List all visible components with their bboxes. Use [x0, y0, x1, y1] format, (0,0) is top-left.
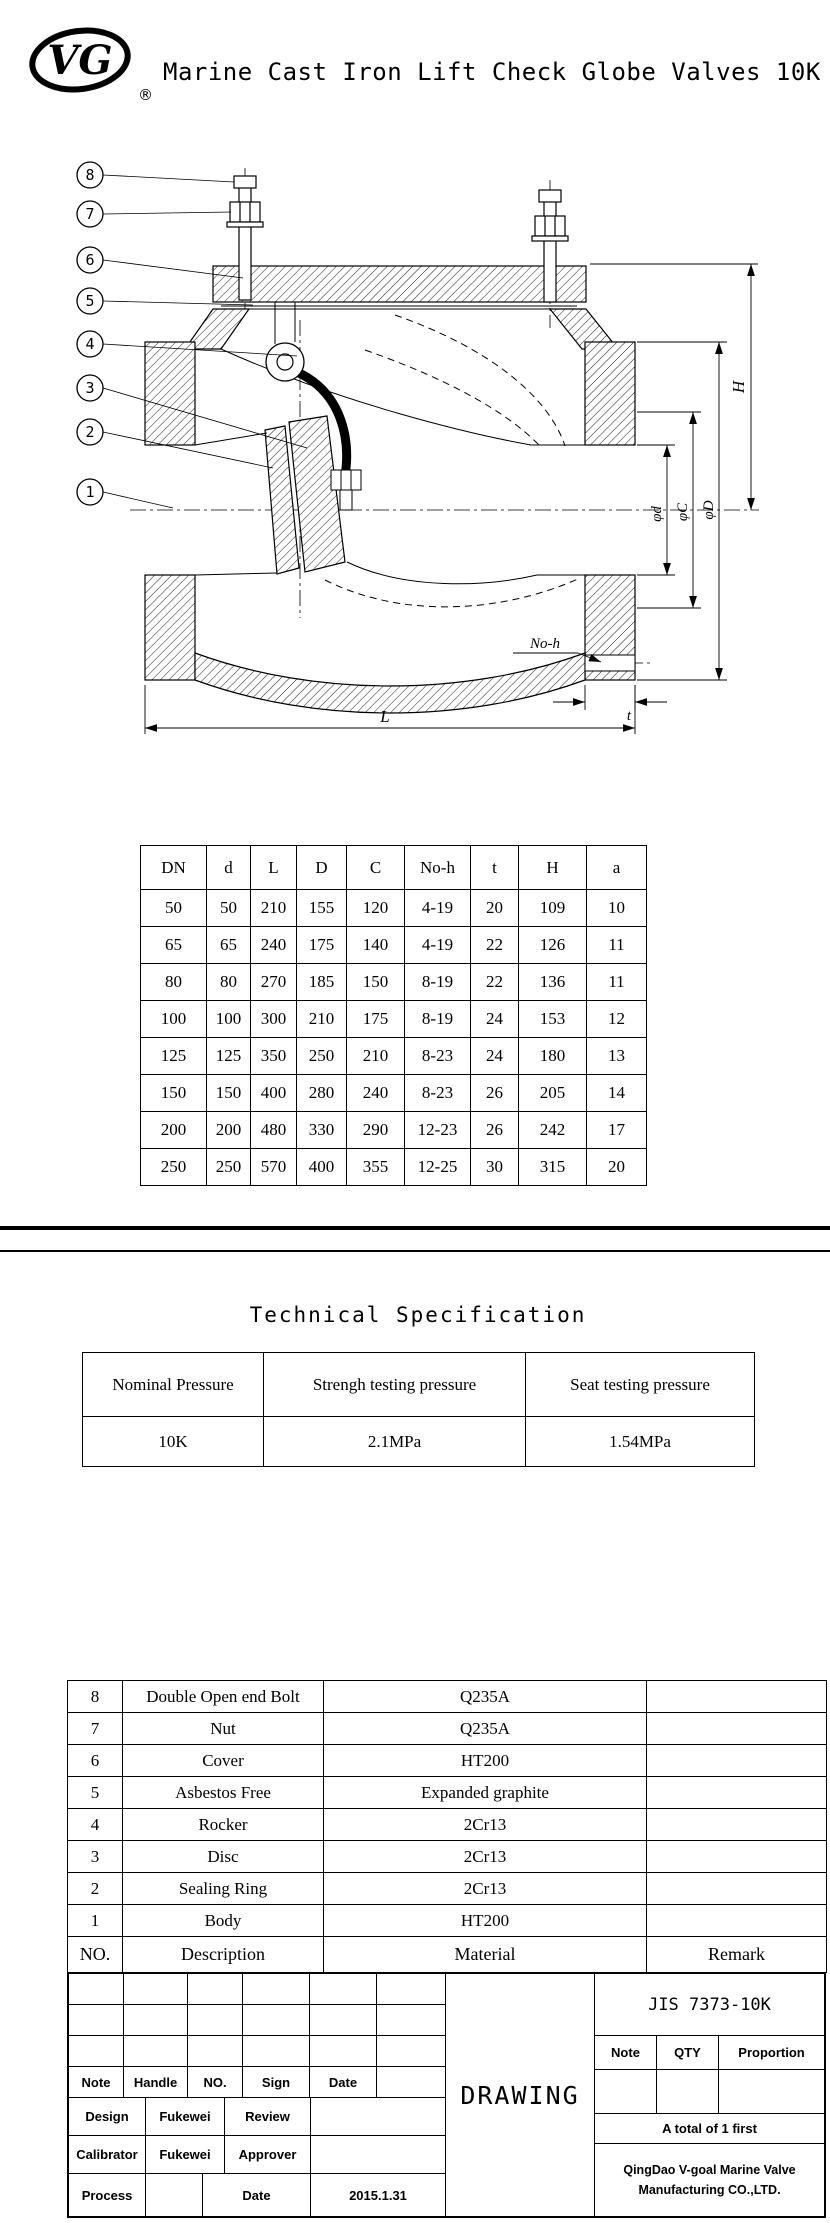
valve-body-sections [145, 266, 635, 713]
right-flange-top [585, 342, 635, 445]
drawing-title-cell [445, 1974, 595, 2216]
right-note-header: Note [595, 2036, 657, 2069]
part-no: 1 [68, 1905, 123, 1937]
dim-cell: 270 [251, 964, 297, 1001]
dim-cell: 17 [587, 1112, 647, 1149]
process-label: Process [69, 2174, 146, 2216]
callout-balloon [77, 201, 231, 227]
part-material: 2Cr13 [324, 1809, 647, 1841]
cover-section [213, 266, 586, 302]
vgoal-logo [26, 24, 138, 104]
part-description: Body [123, 1905, 324, 1937]
spec-header-cell: Nominal Pressure [83, 1353, 264, 1417]
revision-empty-row [69, 2036, 445, 2067]
dim-cell: 12-23 [405, 1112, 471, 1149]
company-line1: QingDao V-goal Marine Valve [623, 2163, 796, 2177]
design-name: Fukewei [146, 2098, 225, 2135]
part-description: Nut [123, 1713, 324, 1745]
drawing-title: DRAWING [460, 2080, 580, 2110]
table-row [141, 890, 647, 927]
table-row [68, 1809, 827, 1841]
dim-cell: 400 [251, 1075, 297, 1112]
dim-cell: 315 [519, 1149, 587, 1186]
qty-header-row [595, 2036, 824, 2070]
dim-cell: 355 [347, 1149, 405, 1186]
qty-value-row [595, 2070, 824, 2114]
dim-cell: 400 [297, 1149, 347, 1186]
svg-text:8: 8 [85, 166, 95, 184]
part-material: HT200 [324, 1745, 647, 1777]
spec-value-cell: 1.54MPa [526, 1417, 755, 1467]
registered-trademark: ® [138, 86, 153, 104]
part-remark [647, 1745, 827, 1777]
table-row [68, 1841, 827, 1873]
right-stud [544, 198, 556, 302]
adjusting-nut [331, 470, 361, 490]
svg-text:3: 3 [85, 379, 95, 397]
calibrator-row [69, 2136, 445, 2174]
spec-value-cell: 2.1MPa [264, 1417, 526, 1467]
dim-cell: 155 [297, 890, 347, 927]
dim-header-cell: a [587, 846, 647, 890]
part-remark [647, 1873, 827, 1905]
callout-balloon [77, 162, 234, 188]
table-row [68, 1873, 827, 1905]
dim-header-row [141, 846, 647, 890]
gasket-lines [221, 306, 577, 309]
table-row [141, 1038, 647, 1075]
dim-cell: 290 [347, 1112, 405, 1149]
dim-header-cell: t [471, 846, 519, 890]
calibrator-name: Fukewei [146, 2136, 225, 2173]
dim-cell: 136 [519, 964, 587, 1001]
dim-cell: 22 [471, 927, 519, 964]
body-bottom-shell [195, 653, 585, 713]
table-row [68, 1905, 827, 1937]
dim-cell: 185 [297, 964, 347, 1001]
left-bolt-head [234, 176, 256, 188]
spec-value-row [83, 1417, 755, 1467]
dim-cell: 200 [207, 1112, 251, 1149]
dim-cell: 300 [251, 1001, 297, 1038]
dim-cell: 180 [519, 1038, 587, 1075]
part-no: 7 [68, 1713, 123, 1745]
dim-cell: 150 [207, 1075, 251, 1112]
svg-text:1: 1 [85, 483, 95, 501]
rev-sign-header: Sign [243, 2067, 310, 2097]
dim-cell: 10 [587, 890, 647, 927]
dim-cell: 240 [251, 927, 297, 964]
flow-passage-hidden-lines [325, 315, 580, 607]
proportion-header: Proportion [738, 2045, 805, 2060]
svg-text:6: 6 [85, 251, 95, 269]
dim-header-cell: No-h [405, 846, 471, 890]
dim-cell: 480 [251, 1112, 297, 1149]
qty-header: QTY [657, 2036, 719, 2069]
sheet-total: A total of 1 first [595, 2114, 824, 2144]
dim-cell: 50 [207, 890, 251, 927]
dim-header-cell: H [519, 846, 587, 890]
page-title: Marine Cast Iron Lift Check Globe Valves 10K [163, 58, 821, 86]
rev-date-header: Date [310, 2067, 377, 2097]
svg-text:7: 7 [85, 205, 95, 223]
spec-header-cell: Seat testing pressure [526, 1353, 755, 1417]
revision-empty-row [69, 2005, 445, 2036]
part-description: Sealing Ring [123, 1873, 324, 1905]
dim-label-phi-C: φC [675, 502, 691, 522]
dim-cell: 200 [141, 1112, 207, 1149]
table-row [141, 1075, 647, 1112]
dim-cell: 65 [141, 927, 207, 964]
table-row [68, 1681, 827, 1713]
centerlines [130, 168, 759, 663]
part-remark [647, 1841, 827, 1873]
part-remark [647, 1777, 827, 1809]
dim-label-H: H [729, 380, 748, 394]
dim-cell: 80 [141, 964, 207, 1001]
part-no: 4 [68, 1809, 123, 1841]
calibrator-label: Calibrator [69, 2136, 146, 2173]
dim-cell: 250 [141, 1149, 207, 1186]
dim-cell: 250 [297, 1038, 347, 1075]
section-divider-thin [0, 1250, 830, 1252]
table-row [68, 1777, 827, 1809]
svg-text:5: 5 [85, 292, 95, 310]
dim-cell: 12-25 [405, 1149, 471, 1186]
dim-header-cell: C [347, 846, 405, 890]
left-flange-bottom [145, 575, 195, 680]
dim-cell: 175 [347, 1001, 405, 1038]
approver-label: Approver [225, 2136, 311, 2173]
title-block-right [595, 1974, 824, 2216]
rev-no-header: NO. [188, 2067, 243, 2097]
part-description: Asbestos Free [123, 1777, 324, 1809]
dim-cell: 24 [471, 1001, 519, 1038]
spec-header-row [83, 1353, 755, 1417]
part-description: Double Open end Bolt [123, 1681, 324, 1713]
svg-text:2: 2 [85, 423, 95, 441]
part-no: 6 [68, 1745, 123, 1777]
dim-cell: 210 [347, 1038, 405, 1075]
part-no: 5 [68, 1777, 123, 1809]
dim-cell: 125 [207, 1038, 251, 1075]
logo-monogram: VG [47, 37, 113, 84]
callout-balloon [77, 479, 173, 508]
part-no: 2 [68, 1873, 123, 1905]
dim-cell: 8-23 [405, 1038, 471, 1075]
section-divider-thick [0, 1226, 830, 1230]
dim-cell: 205 [519, 1075, 587, 1112]
dim-header-cell: L [251, 846, 297, 890]
spec-value-cell: 10K [83, 1417, 264, 1467]
part-no: 3 [68, 1841, 123, 1873]
revision-header-row [69, 2067, 445, 2098]
dim-cell: 11 [587, 927, 647, 964]
dimension-lines [145, 264, 758, 734]
table-row [68, 1713, 827, 1745]
valve-cross-section-drawing [45, 150, 785, 770]
dim-cell: 11 [587, 964, 647, 1001]
review-label: Review [225, 2098, 311, 2135]
design-label: Design [69, 2098, 146, 2135]
tech-spec-heading: Technical Specification [249, 1303, 587, 1327]
disc-stud [340, 490, 352, 510]
part-remark [647, 1809, 827, 1841]
dim-header-cell: DN [141, 846, 207, 890]
dim-cell: 109 [519, 890, 587, 927]
table-row [141, 964, 647, 1001]
dim-cell: 330 [297, 1112, 347, 1149]
dim-cell: 120 [347, 890, 405, 927]
hinge-pin [277, 354, 293, 370]
dim-header-cell: d [207, 846, 251, 890]
revision-grid [69, 1974, 445, 2216]
dim-cell: 280 [297, 1075, 347, 1112]
dim-cell: 153 [519, 1001, 587, 1038]
dim-cell: 26 [471, 1075, 519, 1112]
part-description: Disc [123, 1841, 324, 1873]
parts-footer-remark: Remark [647, 1937, 827, 1973]
dim-cell: 350 [251, 1038, 297, 1075]
right-bolt-head [539, 190, 561, 202]
rev-note-header: Note [69, 2067, 124, 2097]
dim-cell: 100 [141, 1001, 207, 1038]
dim-cell: 65 [207, 927, 251, 964]
dim-cell: 150 [141, 1075, 207, 1112]
dim-cell: 24 [471, 1038, 519, 1075]
parts-footer-material: Material [324, 1937, 647, 1973]
dim-cell: 20 [587, 1149, 647, 1186]
dim-cell: 12 [587, 1001, 647, 1038]
part-material: Expanded graphite [324, 1777, 647, 1809]
part-description: Rocker [123, 1809, 324, 1841]
company-line2: Manufacturing CO.,LTD. [638, 2183, 781, 2197]
part-material: HT200 [324, 1905, 647, 1937]
dim-label-phi-D: φD [701, 500, 717, 520]
dim-cell: 22 [471, 964, 519, 1001]
revision-empty-row [69, 1974, 445, 2005]
dim-cell: 80 [207, 964, 251, 1001]
dim-cell: 8-23 [405, 1075, 471, 1112]
dim-header-cell: D [297, 846, 347, 890]
dim-cell: 570 [251, 1149, 297, 1186]
parts-footer-description: Description [123, 1937, 324, 1973]
dimension-table [140, 845, 647, 1186]
design-row [69, 2098, 445, 2136]
tech-spec-table [82, 1352, 755, 1467]
left-washer [227, 222, 263, 227]
dim-cell: 140 [347, 927, 405, 964]
dim-cell: 4-19 [405, 927, 471, 964]
parts-table [67, 1680, 827, 1973]
dim-cell: 14 [587, 1075, 647, 1112]
left-flange-top [145, 342, 195, 445]
process-date-value: 2015.1.31 [349, 2187, 407, 2203]
dim-cell: 8-19 [405, 964, 471, 1001]
part-material: Q235A [324, 1681, 647, 1713]
part-no: 8 [68, 1681, 123, 1713]
dim-cell: 250 [207, 1149, 251, 1186]
dim-label-t: t [626, 708, 632, 724]
dim-cell: 242 [519, 1112, 587, 1149]
part-material: 2Cr13 [324, 1841, 647, 1873]
svg-text:4: 4 [85, 335, 95, 353]
part-material: Q235A [324, 1713, 647, 1745]
part-material: 2Cr13 [324, 1873, 647, 1905]
dim-cell: 26 [471, 1112, 519, 1149]
process-row [69, 2174, 445, 2216]
table-row [68, 1745, 827, 1777]
process-date-label: Date [203, 2174, 311, 2216]
spec-header-cell: Strengh testing pressure [264, 1353, 526, 1417]
title-block [67, 1972, 826, 2218]
part-remark [647, 1905, 827, 1937]
dim-cell: 100 [207, 1001, 251, 1038]
table-row [141, 1112, 647, 1149]
right-washer [532, 236, 568, 241]
dim-cell: 8-19 [405, 1001, 471, 1038]
rev-handle-header: Handle [124, 2067, 188, 2097]
body-interior-lines [195, 302, 585, 584]
dim-label-L: L [380, 707, 390, 726]
dim-cell: 150 [347, 964, 405, 1001]
part-remark [647, 1681, 827, 1713]
parts-footer-row [68, 1937, 827, 1973]
dim-label-phi-d: φd [649, 506, 665, 522]
left-nut [230, 202, 260, 222]
standard-number: JIS 7373-10K [595, 1974, 824, 2036]
part-remark [647, 1713, 827, 1745]
dim-cell: 50 [141, 890, 207, 927]
dim-cell: 126 [519, 927, 587, 964]
left-stud [239, 184, 251, 300]
dim-cell: 210 [251, 890, 297, 927]
dim-cell: 125 [141, 1038, 207, 1075]
table-row [141, 1149, 647, 1186]
table-row [141, 927, 647, 964]
dim-cell: 30 [471, 1149, 519, 1186]
dim-cell: 240 [347, 1075, 405, 1112]
dim-cell: 20 [471, 890, 519, 927]
dim-cell: 175 [297, 927, 347, 964]
part-description: Cover [123, 1745, 324, 1777]
dim-label-no-h: No-h [530, 636, 560, 652]
company-name [595, 2144, 824, 2216]
table-row [141, 1001, 647, 1038]
flange-bolt-hole [585, 655, 635, 671]
dim-cell: 4-19 [405, 890, 471, 927]
parts-footer-no: NO. [68, 1937, 123, 1973]
dim-cell: 13 [587, 1038, 647, 1075]
dim-cell: 210 [297, 1001, 347, 1038]
right-nut [535, 216, 565, 236]
